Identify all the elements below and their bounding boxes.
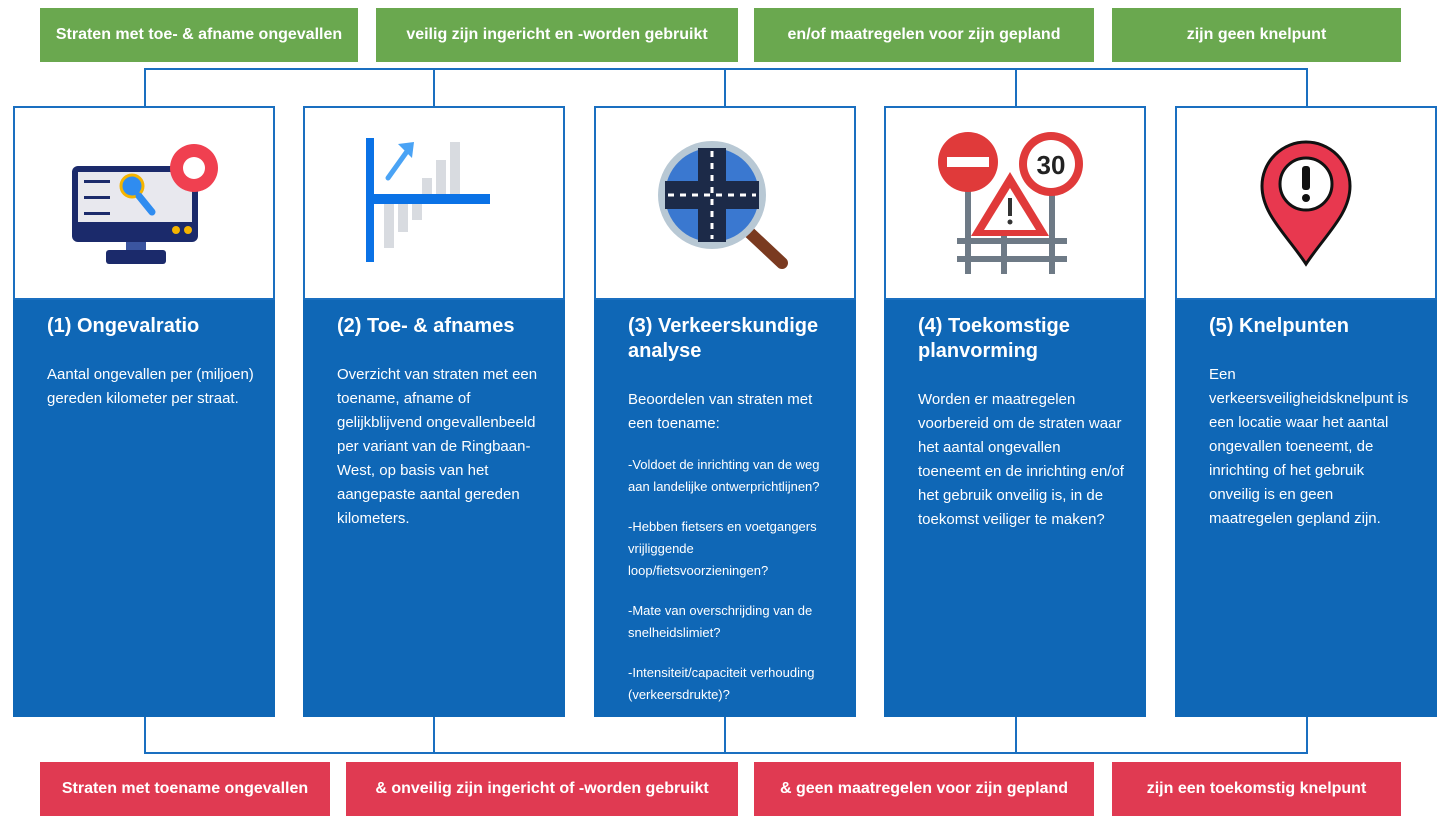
card-title: (3) Verkeerskundige analyse	[628, 315, 819, 362]
connector	[724, 68, 726, 106]
connector	[1306, 68, 1308, 106]
card-title: (4) Toekomstige planvorming	[918, 315, 1070, 362]
card-verkeerskundige-analyse	[594, 106, 856, 717]
traffic-signs-icon	[884, 106, 1146, 300]
analysis-point: -Voldoet de inrichting van de weg aan landelijke ontwerprichtlijnen?	[628, 457, 820, 494]
card-text: Aantal ongevallen per (miljoen) gereden kilometer per straat.	[47, 366, 254, 407]
card-toekomstige-planvorming	[884, 106, 1146, 717]
analysis-point: -Hebben fietsers en voetgangers vrijliggende loop/fietsvoorzieningen?	[628, 519, 817, 578]
top-label-4: zijn geen knelpunt	[1112, 8, 1401, 62]
bottom-label-3: & geen maatregelen voor zijn gepland	[754, 762, 1094, 816]
bottom-label-2: & onveilig zijn ingericht of -worden gebruikt	[346, 762, 738, 816]
warning-pin-icon	[1175, 106, 1437, 300]
analysis-point: -Mate van overschrijding van de snelheidslimiet?	[628, 603, 813, 640]
connector	[433, 68, 435, 106]
bottom-connector	[144, 752, 1308, 754]
magnifier-crossroad-icon	[594, 106, 856, 300]
monitor-gear-icon	[13, 106, 275, 300]
connector	[1015, 717, 1017, 753]
card-text: Een verkeersveiligheidsknelpunt is een locatie waar het aantal ongevallen toeneemt, de inrichting of het gebruik onveilig is en geen maatregelen gepland zijn.	[1209, 366, 1409, 527]
top-label-1: Straten met toe- & afname ongevallen	[40, 8, 358, 62]
analysis-point: -Intensiteit/capaciteit verhouding (verkeersdrukte)?	[628, 665, 815, 702]
card-text: Overzicht van straten met een toename, afname of gelijkblijvend ongevallenbeeld per variant van de Ringbaan-West, op basis van het aangepaste aantal gereden kilometers.	[337, 366, 538, 527]
card-text: Worden er maatregelen voorbereid om de straten waar het aantal ongevallen toeneemt en de inrichting en/of het gebruik onveilig is, in de toekomst veiliger te maken?	[918, 391, 1124, 528]
card-ongevalratio	[13, 106, 275, 717]
top-connector	[144, 68, 1308, 70]
connector	[1015, 68, 1017, 106]
card-knelpunten	[1175, 106, 1437, 717]
connector	[433, 717, 435, 753]
card-title: (1) Ongevalratio	[47, 315, 200, 337]
top-label-2: veilig zijn ingericht en -worden gebruikt	[376, 8, 738, 62]
connector	[1306, 717, 1308, 753]
card-title: (5) Knelpunten	[1209, 315, 1349, 337]
chart-arrow-icon	[303, 106, 565, 300]
connector	[724, 717, 726, 753]
card-intro: Beoordelen van straten met een toename:	[628, 391, 813, 432]
connector	[144, 717, 146, 753]
connector	[144, 68, 146, 106]
card-title: (2) Toe- & afnames	[337, 315, 515, 337]
bottom-label-1: Straten met toename ongevallen	[40, 762, 330, 816]
speed-limit-text: 30	[1036, 150, 1066, 180]
bottom-label-4: zijn een toekomstig knelpunt	[1112, 762, 1401, 816]
card-toe-afnames	[303, 106, 565, 717]
top-label-3: en/of maatregelen voor zijn gepland	[754, 8, 1094, 62]
